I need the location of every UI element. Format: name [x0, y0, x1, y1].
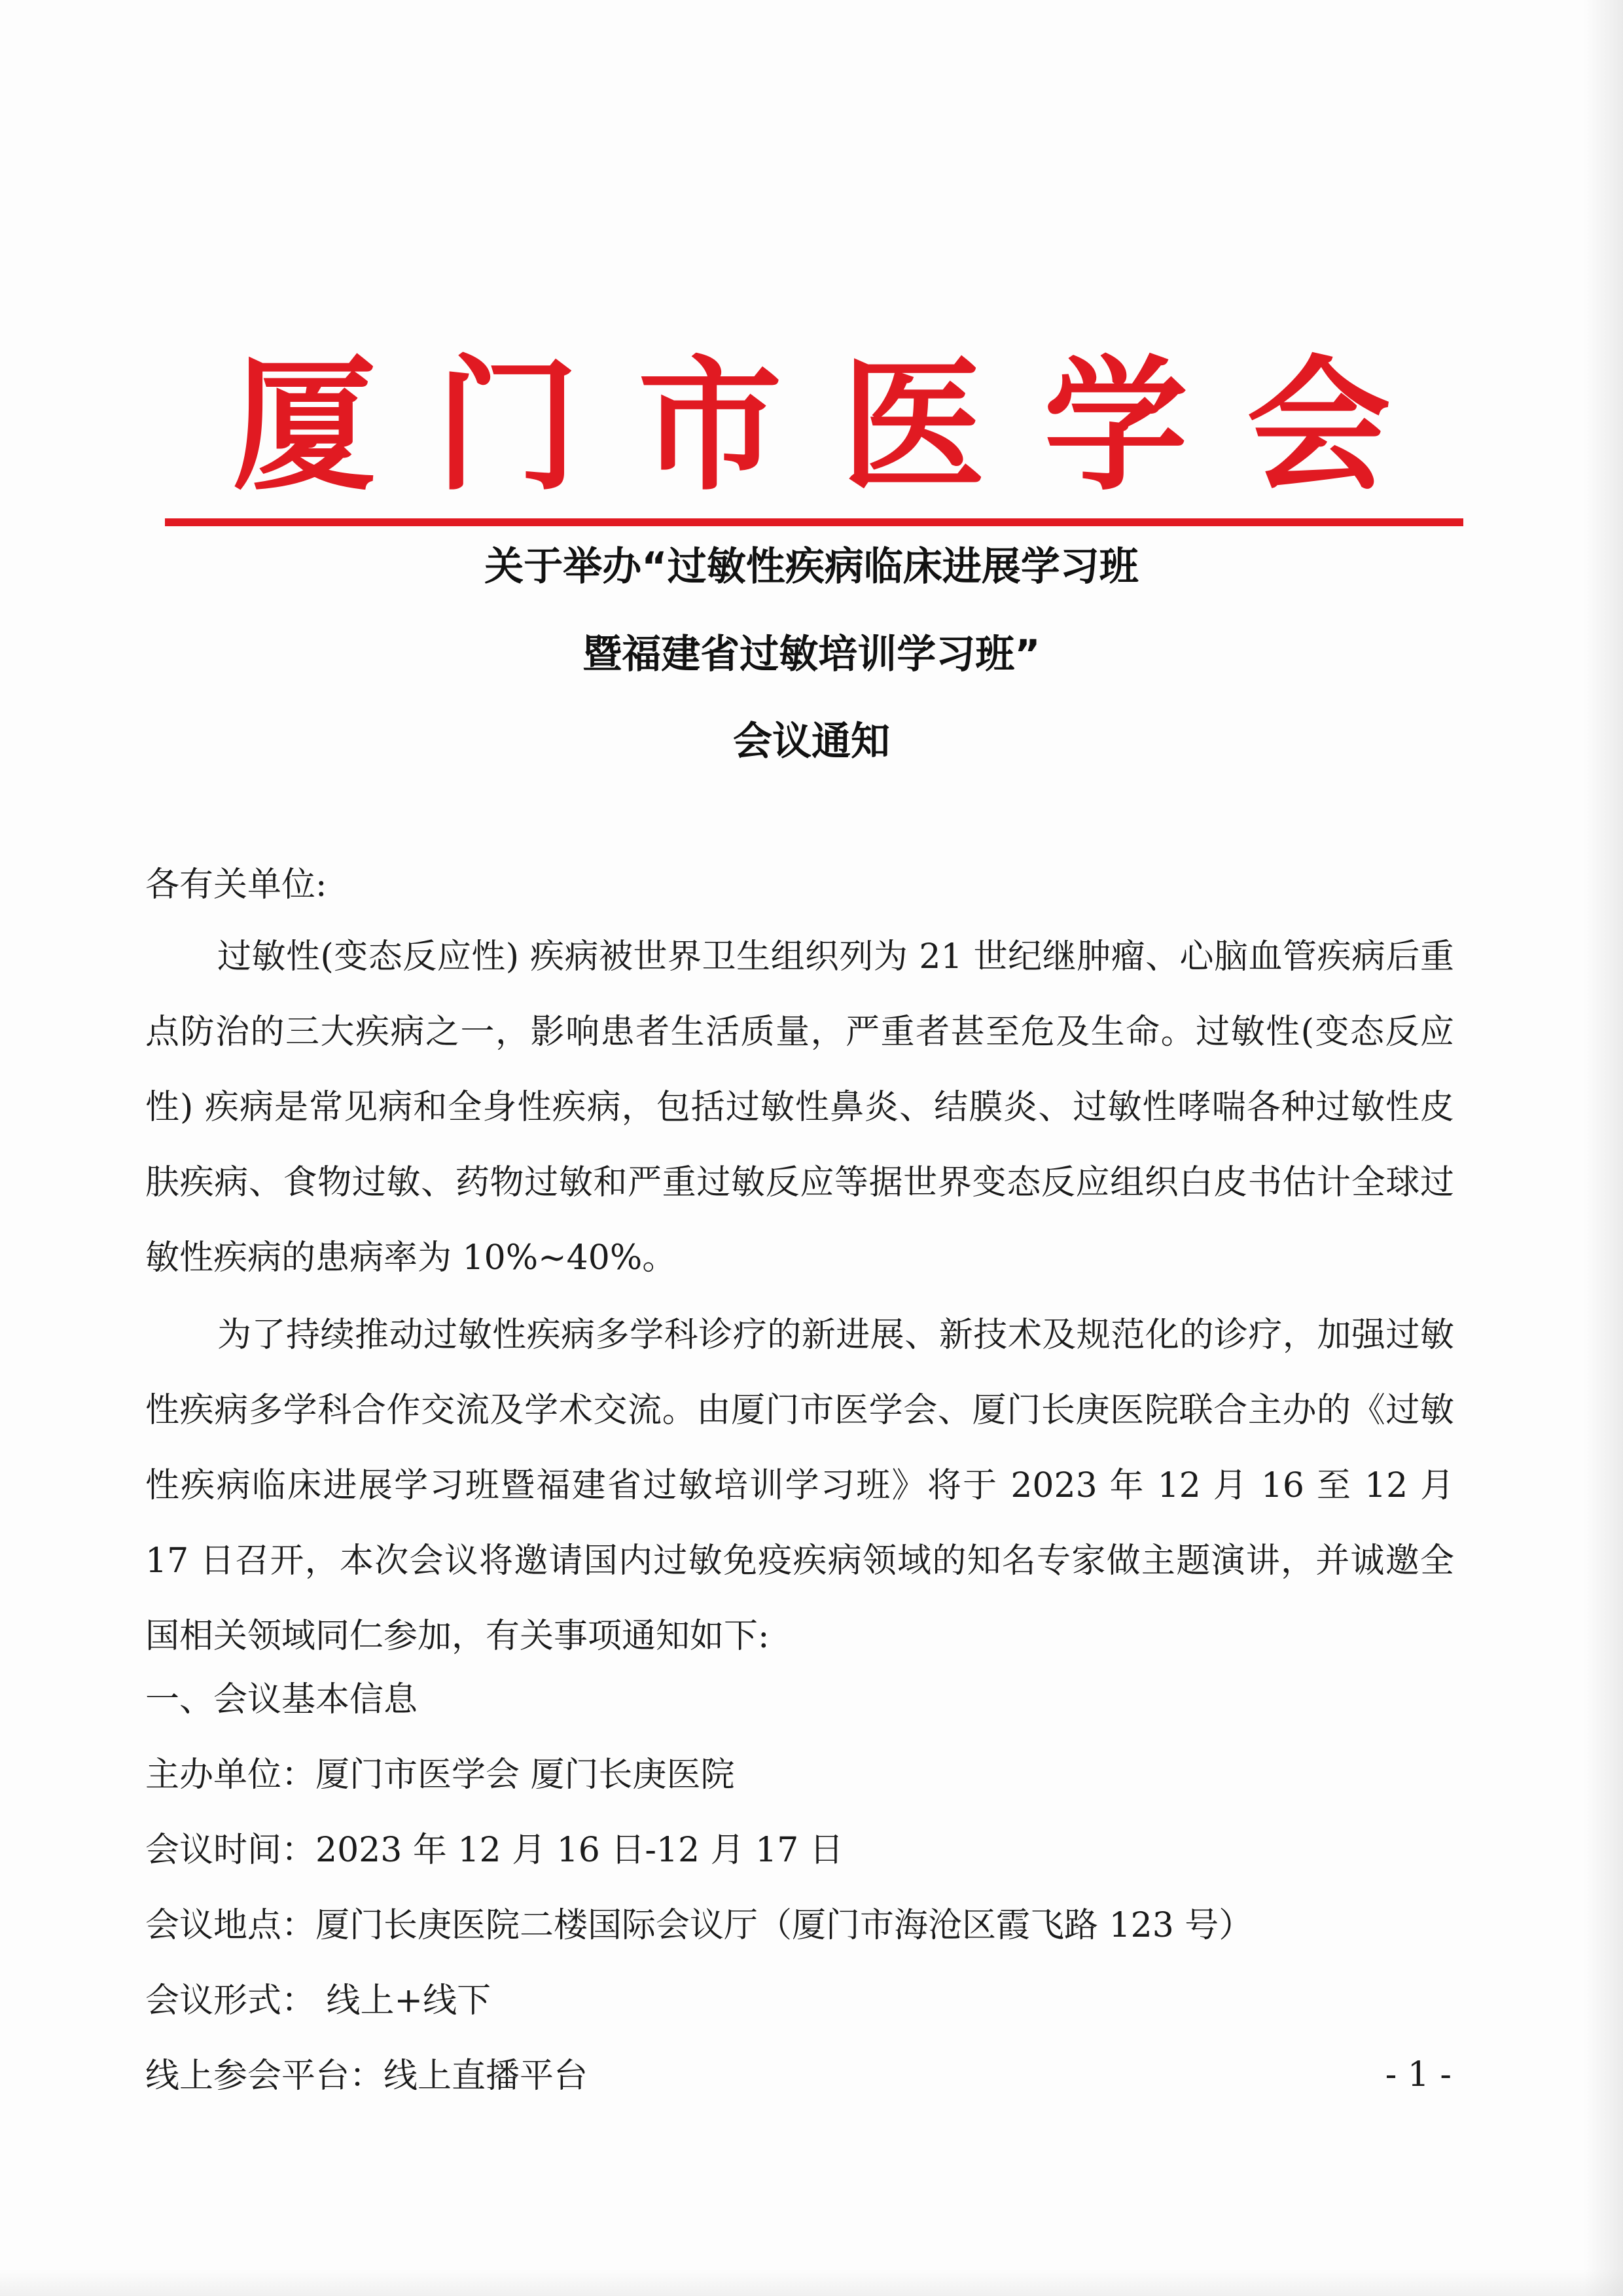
notice-title-line-1: 关于举办“过敏性疾病临床进展学习班 [484, 544, 1139, 590]
info-organizer: 主办单位：厦门市医学会 厦门长庚医院 [145, 1755, 735, 1795]
section-heading: 一、会议基本信息 [145, 1680, 418, 1719]
info-online-platform: 线上参会平台：线上直播平台 [145, 2056, 588, 2096]
meeting-info-block [145, 1662, 1454, 2114]
scan-edge-bottom [0, 2270, 1623, 2296]
header-red-rule [165, 518, 1463, 526]
salutation: 各有关单位: [145, 865, 327, 905]
info-location: 会议地点：厦门长庚医院二楼国际会议厅（厦门市海沧区霞飞路 123 号） [145, 1906, 1253, 1945]
notice-title-line-2: 暨福建省过敏培训学习班” [582, 632, 1041, 677]
info-format: 会议形式： 线上+线下 [145, 1981, 491, 2020]
body-paragraph-1: 过敏性(变态反应性) 疾病被世界卫生组织列为 21 世纪继肿瘤、心脑血管疾病后重点防治的三大疾病之一，影响患者生活质量，严重者甚至危及生命。过敏性(变态反应性) 疾病是常见病和全身性疾病，包括过敏性鼻炎、结膜炎、过敏性哮喘各种过敏性皮肤疾病、食物过敏、药物过敏和严重过敏反应等据世界变态反应组织白皮书估计全球过敏性疾病的患病率为 10%~40%。 [145, 937, 1454, 1278]
body-paragraph-2: 为了持续推动过敏性疾病多学科诊疗的新进展、新技术及规范化的诊疗，加强过敏性疾病多学科合作交流及学术交流。由厦门市医学会、厦门长庚医院联合主办的《过敏性疾病临床进展学习班暨福建省过敏培训学习班》将于 2023 年 12 月 16 至 12 月 17 日召开，本次会议将邀请国内过敏免疫疾病领域的知名专家做主题演讲，并诚邀全国相关领域同仁参加，有关事项通知如下: [145, 1316, 1454, 1656]
organization-header: 厦门市医学会 [232, 340, 1450, 510]
page-number: - 1 - [1385, 2055, 1452, 2094]
info-time: 会议时间：2023 年 12 月 16 日-12 月 17 日 [145, 1831, 844, 1870]
notice-title-line-3: 会议通知 [733, 719, 890, 764]
